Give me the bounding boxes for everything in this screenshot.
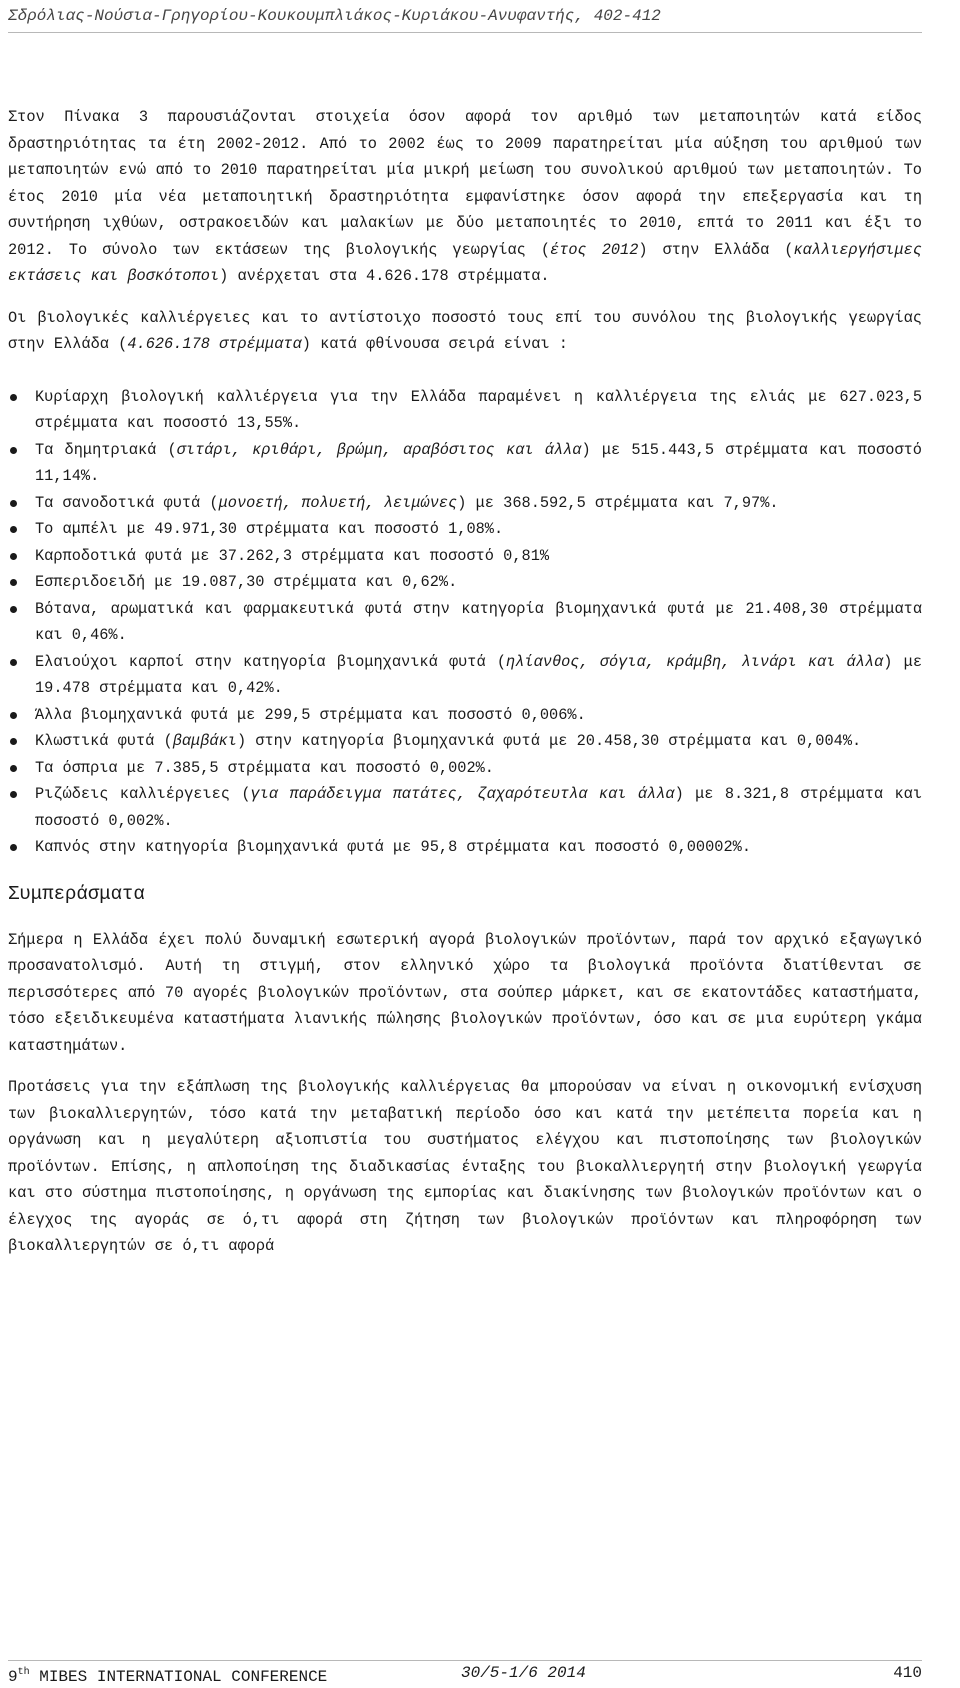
section-heading-conclusions: Συμπεράσματα — [8, 882, 145, 905]
italic-phrase: καλλιεργήσιμες εκτάσεις και βοσκότοποι — [8, 240, 922, 285]
running-header: Σδρόλιας-Νούσια-Γρηγορίου-Κουκουμπλιάκος-Κυριάκου-Ανυφαντής, 402-412 — [8, 7, 661, 25]
italic-phrase: βαμβάκι — [172, 732, 237, 750]
conference-ordinal: 9 — [8, 1668, 18, 1686]
italic-phrase: για παράδειγμα πατάτες, ζαχαρότευτλα και άλλα — [250, 785, 675, 803]
conference-ordinal-suffix: th — [17, 1667, 30, 1678]
list-item-text: Τα σανοδοτικά φυτά ( — [35, 493, 219, 512]
list-item-text: ) με 368.592,5 στρέμματα και 7,97%. — [457, 493, 779, 512]
list-item-text: ) με 19.478 στρέμματα και 0,42%. — [35, 652, 923, 697]
document-body — [8, 104, 922, 1260]
list-item — [8, 755, 922, 782]
list-item — [8, 596, 922, 649]
bullet-icon — [10, 765, 17, 772]
list-item — [8, 649, 922, 702]
list-item — [8, 490, 922, 517]
list-item-text: Κλωστικά φυτά ( — [35, 732, 173, 750]
bullet-icon — [10, 659, 17, 666]
paragraph-conclusions-market: Σήμερα η Ελλάδα έχει πολύ δυναμική εσωτερική αγορά βιολογικών προϊόντων, παρά τον αρχικό εξαγωγικό προσανατολισμό. Αυτή τη στιγμή, στον ελληνικό χώρο τα βιολογικά προϊόντα διατίθενται σε περισσότερες από 70 αγορές βιολογικών προϊόντων, στα σούπερ μάρκετ, και σε εκατοντάδες καταστήματα, τόσο εξειδικευμένα καταστήματα λιανικής πώλησης βιολογικών προϊόντων, όσο και σε μια ευρύτερη γκάμα καταστημάτων. — [8, 930, 922, 1055]
bullet-icon — [10, 500, 17, 507]
list-item-text: ) με 515.443,5 στρέμματα και ποσοστό 11,14%. — [35, 440, 922, 485]
bullet-icon — [10, 447, 17, 454]
paragraph-conclusions-proposals: Προτάσεις για την εξάπλωση της βιολογικής καλλιέργειας θα μπορούσαν να είναι η οικονομική ενίσχυση των βιοκαλλιεργητών, τόσο κατά την μεταβατική περίοδο όσο και κατά την μετέπειτα πορεία και η οργάνωση και η μεγαλύτερη αξιοπιστία του συστήματος ελέγχου και πιστοποίησης των βιολογικών προϊόντων. Επίσης, η απλοποίηση της διαδικασίας ένταξης του βιοκαλλιεργητή στην βιολογική γεωργία και στο σύστημα πιστοποίησης, η οργάνωση της εμπορίας και διακίνησης των βιολογικών προϊόντων και ο έλεγχος της αγοράς σε ό,τι αφορά στη ζήτηση των βιολογικών προϊόντων και πληροφόρηση των βιοκαλλιεργητών σε ό,τι αφορά — [8, 1078, 922, 1255]
italic-phrase: 4.626.178 στρέμματα — [127, 335, 302, 353]
paragraph-text: Οι βιολογικές καλλιέργειες και το αντίστοιχο ποσοστό τους επί του συνόλου της βιολογικής γεωργίας στην Ελλάδα ( — [8, 308, 922, 353]
paragraph-text: Στον Πίνακα 3 παρουσιάζονται στοιχεία όσον αφορά τον αριθμό των μεταποιητών κατά είδος δραστηριότητας τα έτη 2002-2012. Από το 2002 έως το 2009 παρατηρείται μία αύξηση του αριθμού των μεταποιητών ενώ από το 2010 παρατηρείται μία μικρή μείωση του συνολικού αριθμού των μεταποιητών. Το έτος 2010 μία νέα μεταποιητική δραστηριότητα εμφανίστηκε όσον αφορά την επεξεργασία και τη συντήρηση ιχθύων, οστρακοειδών και μαλακίων με δύο μεταποιητές το 2010, επτά το 2011 και έξι το 2012. Το σύνολο των εκτάσεων της βιολογικής γεωργίας ( — [8, 108, 922, 259]
page-footer — [8, 1662, 922, 1684]
paragraph-text: ) κατά φθίνουσα σειρά είναι : — [301, 335, 568, 353]
paragraph-text: ) στην Ελλάδα ( — [638, 240, 794, 259]
paragraph-crops-intro — [8, 305, 922, 358]
footer-rule — [8, 1660, 922, 1661]
list-item — [8, 384, 922, 437]
paragraph-processors — [8, 104, 922, 290]
list-item — [8, 728, 922, 755]
italic-phrase: σιτάρι, κριθάρι, βρώμη, αραβόσιτος και άλλα — [176, 440, 582, 459]
list-item — [8, 834, 922, 861]
page-number: 410 — [893, 1664, 922, 1682]
bullet-icon — [10, 791, 17, 798]
list-item-text: Κυρίαρχη βιολογική καλλιέργεια για την Ελλάδα παραμένει η καλλιέργεια της ελιάς με 627.023,5 στρέμματα και ποσοστό 13,55%. — [35, 387, 922, 432]
list-item — [8, 437, 922, 490]
list-item-text: Τα όσπρια με 7.385,5 στρέμματα και ποσοστό 0,002%. — [35, 758, 494, 777]
list-item-text: Καπνός στην κατηγορία βιομηχανικά φυτά με 95,8 στρέμματα και ποσοστό 0,00002%. — [35, 838, 752, 856]
italic-phrase: έτος 2012 — [550, 240, 639, 259]
list-item-text: Καρποδοτικά φυτά με 37.262,3 στρέμματα και ποσοστό 0,81% — [35, 546, 550, 565]
bullet-icon — [10, 579, 17, 586]
list-item — [8, 516, 922, 543]
bullet-icon — [10, 844, 17, 851]
list-item-text: Ριζώδεις καλλιέργειες ( — [35, 785, 251, 803]
italic-phrase: μονοετή, πολυετή, λειμώνες — [218, 493, 458, 512]
list-item-text: Τα δημητριακά ( — [35, 440, 177, 459]
list-item — [8, 781, 922, 834]
list-item-text: ) με 8.321,8 στρέμματα και ποσοστό 0,002%. — [35, 785, 922, 830]
list-item-text: Ελαιούχοι καρποί στην κατηγορία βιομηχανικά φυτά ( — [35, 652, 507, 671]
conference-dates: 30/5-1/6 2014 — [461, 1664, 586, 1682]
bullet-icon — [10, 394, 17, 401]
list-item-text: Βότανα, αρωματικά και φαρμακευτικά φυτά στην κατηγορία βιομηχανικά φυτά με 21.408,30 στρέμματα και 0,46%. — [35, 599, 922, 644]
list-item-text: ) στην κατηγορία βιομηχανικά φυτά με 20.458,30 στρέμματα και 0,004%. — [236, 732, 862, 750]
bullet-icon — [10, 606, 17, 613]
list-item-text: Το αμπέλι με 49.971,30 στρέμματα και ποσοστό 1,08%. — [35, 520, 504, 538]
conference-name — [8, 1662, 327, 1688]
bullet-icon — [10, 738, 17, 745]
paragraph-text: ) ανέρχεται στα 4.626.178 στρέμματα. — [219, 267, 550, 285]
list-item — [8, 702, 922, 729]
header-rule — [8, 32, 922, 33]
list-item-text: Άλλα βιομηχανικά φυτά με 299,5 στρέμματα και ποσοστό 0,006%. — [35, 705, 586, 724]
bullet-icon — [10, 712, 17, 719]
list-item — [8, 569, 922, 596]
italic-phrase: ηλίανθος, σόγια, κράμβη, λινάρι και άλλα — [506, 652, 884, 671]
list-item-text: Εσπεριδοειδή με 19.087,30 στρέμματα και 0,62%. — [35, 573, 458, 591]
conference-title: MIBES INTERNATIONAL CONFERENCE — [29, 1668, 328, 1686]
list-item — [8, 543, 922, 570]
bullet-icon — [10, 526, 17, 533]
document-page — [8, 0, 922, 1684]
crops-bullet-list — [8, 384, 922, 861]
bullet-icon — [10, 553, 17, 560]
